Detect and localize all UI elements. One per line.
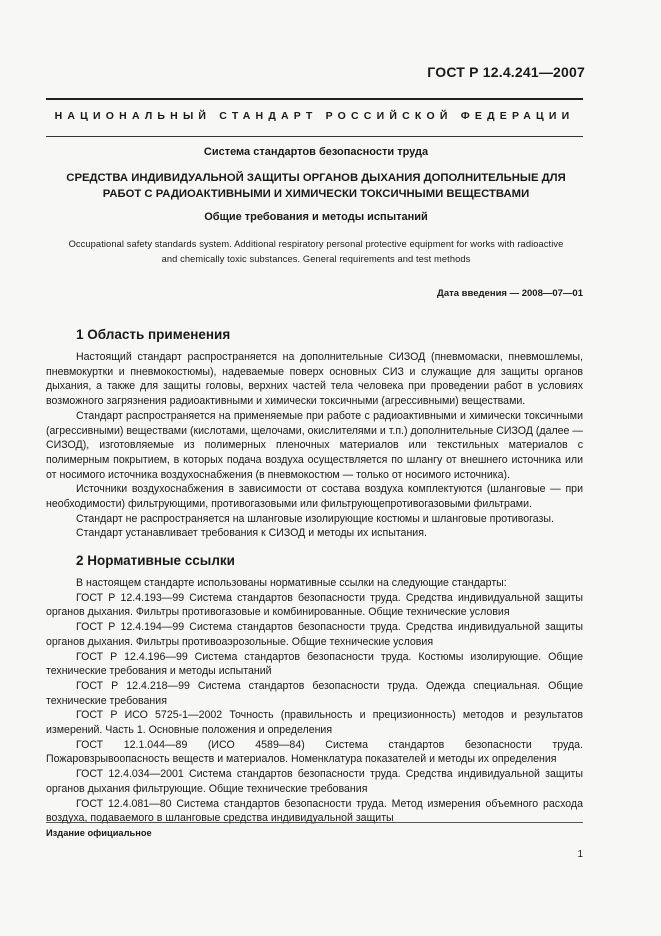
reference-entry: ГОСТ Р 12.4.193—99 Система стандартов безопасности труда. Средства индивидуальной защиты органов дыхания. Фильтры противогазовые и комбинированные. Общие технические условия xyxy=(46,591,583,619)
header-rule xyxy=(46,98,583,100)
paragraph: Настоящий стандарт распространяется на дополнительные СИЗОД (пневмомаски, пневмошлемы, пневмокуртки и пневмокостюмы), надеваемые поверх основных СИЗ и служащие для защиты органов дыхания, а также для защиты головы, верхних частей тела человека при проведении работ в условиях возможного загрязнения радиоактивными и химически токсичными (агрессивными) веществами. xyxy=(46,351,583,408)
page-number: 1 xyxy=(577,849,583,860)
reference-entry: ГОСТ 12.1.044—89 (ИСО 4589—84) Система стандартов безопасности труда. Пожаровзрывоопасность веществ и материалов. Номенклатура показателей и методы их определения xyxy=(46,738,583,766)
section-1-heading: 1 Область применения xyxy=(76,327,231,342)
standard-number: ГОСТ Р 12.4.241—2007 xyxy=(427,64,585,80)
paragraph: Источники воздухоснабжения в зависимости от состава воздуха комплектуются (шланговые — при необходимости) фильтрующими, противогазовыми или фильтрующепротивогазовыми фильтрами. xyxy=(46,483,583,511)
section-2-body xyxy=(46,576,583,826)
system-title: Система стандартов безопасности труда xyxy=(203,146,429,158)
reference-entry: ГОСТ Р 12.4.218—99 Система стандартов безопасности труда. Одежда специальная. Общие технические требования xyxy=(46,679,583,707)
reference-entry: ГОСТ 12.4.081—80 Система стандартов безопасности труда. Метод измерения объемного расхода воздуха, подаваемого в шланговые средства индивидуальной защиты xyxy=(46,797,583,825)
paragraph: Стандарт устанавливает требования к СИЗОД и методы их испытания. xyxy=(76,527,427,540)
national-standard-banner: НАЦИОНАЛЬНЫЙ СТАНДАРТ РОССИЙСКОЙ ФЕДЕРАЦИИ xyxy=(54,110,575,122)
section-2-heading: 2 Нормативные ссылки xyxy=(76,553,235,568)
section-1-body xyxy=(46,350,583,541)
document-title: СРЕДСТВА ИНДИВИДУАЛЬНОЙ ЗАЩИТЫ ОРГАНОВ ДЫХАНИЯ ДОПОЛНИТЕЛЬНЫЕ ДЛЯ РАБОТ С РАДИОАКТИВНЫМИ И ХИМИЧЕСКИ ТОКСИЧНЫМИ ВЕЩЕСТВАМИ xyxy=(66,172,566,200)
paragraph: Стандарт не распространяется на шланговые изолирующие костюмы и шланговые противогазы. xyxy=(76,512,554,525)
reference-entry: ГОСТ Р 12.4.194—99 Система стандартов безопасности труда. Средства индивидуальной защиты органов дыхания. Фильтры противоаэрозольные. Общие технические условия xyxy=(46,621,583,648)
banner-rule xyxy=(46,136,583,137)
reference-entry: ГОСТ Р 12.4.196—99 Система стандартов безопасности труда. Костюмы изолирующие. Общие технические требования и методы испытаний xyxy=(46,650,583,678)
reference-entry: ГОСТ Р ИСО 5725-1—2002 Точность (правильность и прецизионность) методов и результатов измерений. Часть 1. Основные положения и определения xyxy=(46,709,583,737)
effective-date: Дата введения — 2008—07—01 xyxy=(437,288,583,299)
paragraph: В настоящем стандарте использованы нормативные ссылки на следующие стандарты: xyxy=(76,577,507,589)
edition-label: Издание официальное xyxy=(46,828,152,838)
reference-entry: ГОСТ 12.4.034—2001 Система стандартов безопасности труда. Средства индивидуальной защиты органов дыхания фильтрующие. Общие технические требования xyxy=(46,768,583,795)
footer-rule xyxy=(46,822,583,823)
english-title: Occupational safety standards system. Additional respiratory personal protective equipment for works with radioactive and chemically toxic substances. General requirements and test methods xyxy=(68,239,564,264)
paragraph: Стандарт распространяется на применяемые при работе с радиоактивными и химически токсичными (агрессивными) веществами (кислотами, щелочами, окислителями и т.п.) дополнительные СИЗОД (далее — СИЗОД), изготовляемые из полимерных пленочных материалов или текстильных материалов с полимерным покрытием, в которых подача воздуха осуществляется по шлангу от внешнего источника или от носимого источника воздухоснабжения (в пневмокостюм — только от носимого источника). xyxy=(46,409,583,481)
document-subtitle: Общие требования и методы испытаний xyxy=(204,211,428,223)
